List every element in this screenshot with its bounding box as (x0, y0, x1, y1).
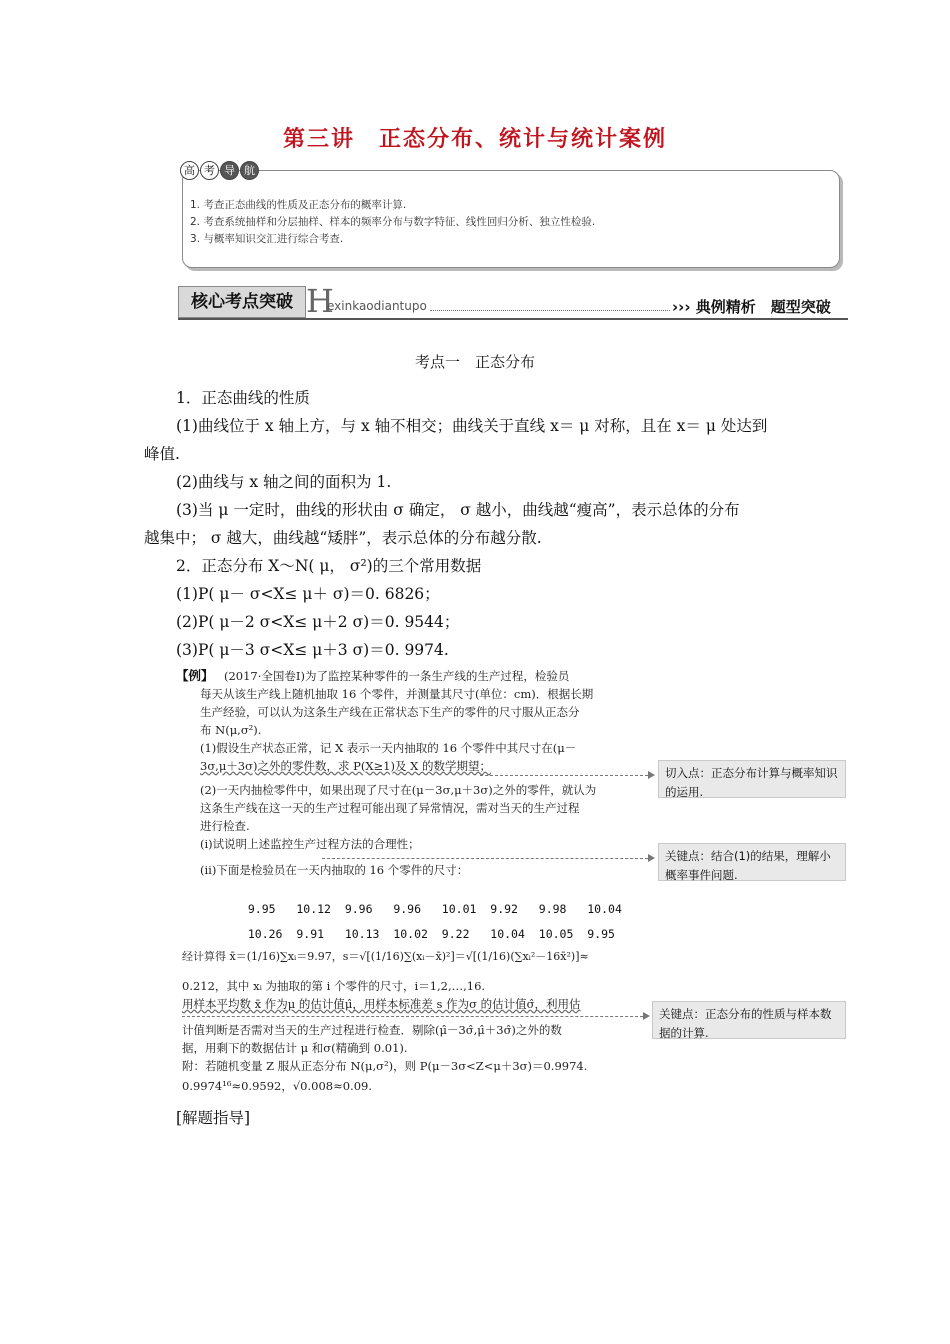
dotted-divider (430, 310, 670, 311)
callout-entry-point: 切入点：正态分布计算与概率知识的运用. (658, 760, 846, 798)
example-line: 布 N(μ,σ²). (200, 723, 262, 737)
example-line: 据，用剩下的数据估计 μ 和σ(精确到 0.01). (182, 1041, 408, 1055)
guide-tag-char: 航 (240, 161, 259, 180)
example-line: 这条生产线在这一天的生产过程可能出现了异常情况，需对当天的生产过程 (200, 801, 580, 815)
body-line: 峰值. (144, 445, 180, 463)
example-line: 0.212，其中 xᵢ 为抽取的第 i 个零件的尺寸，i＝1,2,…,16. (182, 979, 486, 993)
leader-line (322, 858, 648, 859)
example-line: (ⅱ)下面是检验员在一天内抽取的 16 个零件的尺寸： (200, 863, 469, 877)
data-cell: 10.04 (490, 927, 525, 941)
exam-guide-list (190, 197, 595, 248)
data-cell: 10.04 (587, 902, 622, 916)
leader-line (182, 1016, 648, 1017)
callout-key-point: 关键点：结合(1)的结果，理解小概率事件问题. (658, 843, 846, 881)
body-line: 1．正态曲线的性质 (176, 389, 310, 407)
example-line: (2)一天内抽检零件中，如果出现了尺寸在(μ－3σ,μ＋3σ)之外的零件，就认为 (200, 783, 597, 797)
data-cell: 10.05 (538, 927, 574, 941)
solution-guide-heading: [解题指导] (176, 1109, 251, 1127)
core-section-title: 核心考点突破 (178, 286, 306, 318)
guide-tag-char: 考 (200, 161, 219, 180)
data-cell: 9.22 (441, 927, 470, 941)
data-cell: 10.26 (247, 927, 283, 941)
page-title: 第三讲 正态分布、统计与统计案例 (282, 127, 667, 152)
arrow-icon (648, 854, 655, 862)
example-line: 用样本平均数 x̄ 作为μ 的估计值μ̂，用样本标准差 s 作为σ 的估计值σ̂，利用估 (182, 997, 581, 1011)
data-cell: 9.95 (587, 927, 615, 941)
body-line: (1)曲线位于 x 轴上方，与 x 轴不相交；曲线关于直线 x＝ μ 对称，且在 x＝ μ 处达到 (176, 417, 768, 435)
data-cell: 10.13 (344, 927, 380, 941)
example-line: 生产经验，可以认为这条生产线在正常状态下生产的零件的尺寸服从正态分 (200, 705, 580, 719)
exam-guide-tag (180, 161, 259, 180)
example-line: (ⅰ)试说明上述监控生产过程方法的合理性； (200, 837, 420, 851)
callout-key-point: 关键点：正态分布的性质与样本数据的计算. (652, 1001, 846, 1039)
arrow-icon (648, 771, 655, 779)
guide-tag-char: 导 (220, 161, 239, 180)
body-line: 2．正态分布 X～N( μ， σ²)的三个常用数据 (176, 557, 482, 575)
leader-line (480, 775, 648, 776)
example-line: 附：若随机变量 Z 服从正态分布 N(μ,σ²)，则 P(μ－3σ<Z<μ＋3σ)＝0.9974. (182, 1059, 588, 1073)
example-line: (1)假设生产状态正常，记 X 表示一天内抽取的 16 个零件中其尺寸在(μ－ (200, 741, 577, 755)
body-line: (1)P( μ－ σ<X≤ μ＋ σ)＝0. 6826； (176, 585, 440, 603)
core-subtitle: ››› 典例精析 题型突破 (672, 298, 831, 316)
example-label: 【例】 (176, 668, 214, 683)
example-line: 计值判断是否需对当天的生产过程进行检查．剔除(μ̂－3σ̂,μ̂＋3σ̂)之外的数 (182, 1023, 562, 1037)
example-line: (2017·全国卷Ⅰ)为了监控某种零件的一条生产线的生产过程，检验员 (224, 669, 570, 683)
example-line: 每天从该生产线上随机抽取 16 个零件，并测量其尺寸(单位：cm)．根据长期 (200, 687, 594, 701)
arrow-icon (643, 1012, 650, 1020)
core-pinyin: exinkaodiantupo (327, 299, 427, 313)
data-row (234, 913, 615, 941)
example-line: 3σ,μ＋3σ)之外的零件数，求 P(X≥1)及 X 的数学期望； (200, 759, 491, 773)
body-line: 越集中； σ 越大，曲线越“矮胖”，表示总体的分布越分散. (144, 529, 542, 547)
data-cell: 9.91 (296, 927, 325, 941)
data-cell: 9.92 (490, 902, 518, 916)
guide-tag-char: 高 (180, 161, 199, 180)
example-line: 进行检查. (200, 819, 250, 833)
example-line: 0.9974¹⁶≈0.9592，√0.008≈0.09. (182, 1079, 372, 1093)
data-cell: 9.96 (344, 902, 373, 916)
example-formula: 经计算得 x̄＝(1/16)∑xᵢ＝9.97，s＝√[(1/16)∑(xᵢ－x̄)²]＝√[(1/16)(∑xᵢ²－16x̄²)]≈ (182, 950, 589, 963)
data-cell: 9.95 (247, 902, 276, 916)
data-cell: 10.01 (441, 902, 477, 916)
body-line: (3)当 μ 一定时，曲线的形状由 σ 确定， σ 越小，曲线越“瘦高”，表示总体的分布 (176, 501, 740, 519)
data-cell: 10.12 (296, 902, 331, 916)
guide-item: 1. 考查正态曲线的性质及正态分布的概率计算. (190, 199, 407, 211)
banner-rule (178, 318, 848, 320)
section-heading: 考点一 正态分布 (414, 353, 535, 371)
guide-item: 3. 与概率知识交汇进行综合考查. (190, 233, 344, 245)
data-cell: 10.02 (393, 927, 428, 941)
body-line: (3)P( μ－3 σ<X≤ μ＋3 σ)＝0. 9974. (176, 641, 449, 659)
data-cell: 9.98 (538, 902, 567, 916)
guide-item: 2. 考查系统抽样和分层抽样、样本的频率分布与数字特征、线性回归分析、独立性检验. (190, 216, 596, 228)
body-line: (2)曲线与 x 轴之间的面积为 1. (176, 473, 392, 491)
core-initial: H (306, 282, 334, 320)
body-line: (2)P( μ－2 σ<X≤ μ＋2 σ)＝0. 9544； (176, 613, 460, 631)
data-cell: 9.96 (393, 902, 422, 916)
data-row (234, 888, 622, 916)
